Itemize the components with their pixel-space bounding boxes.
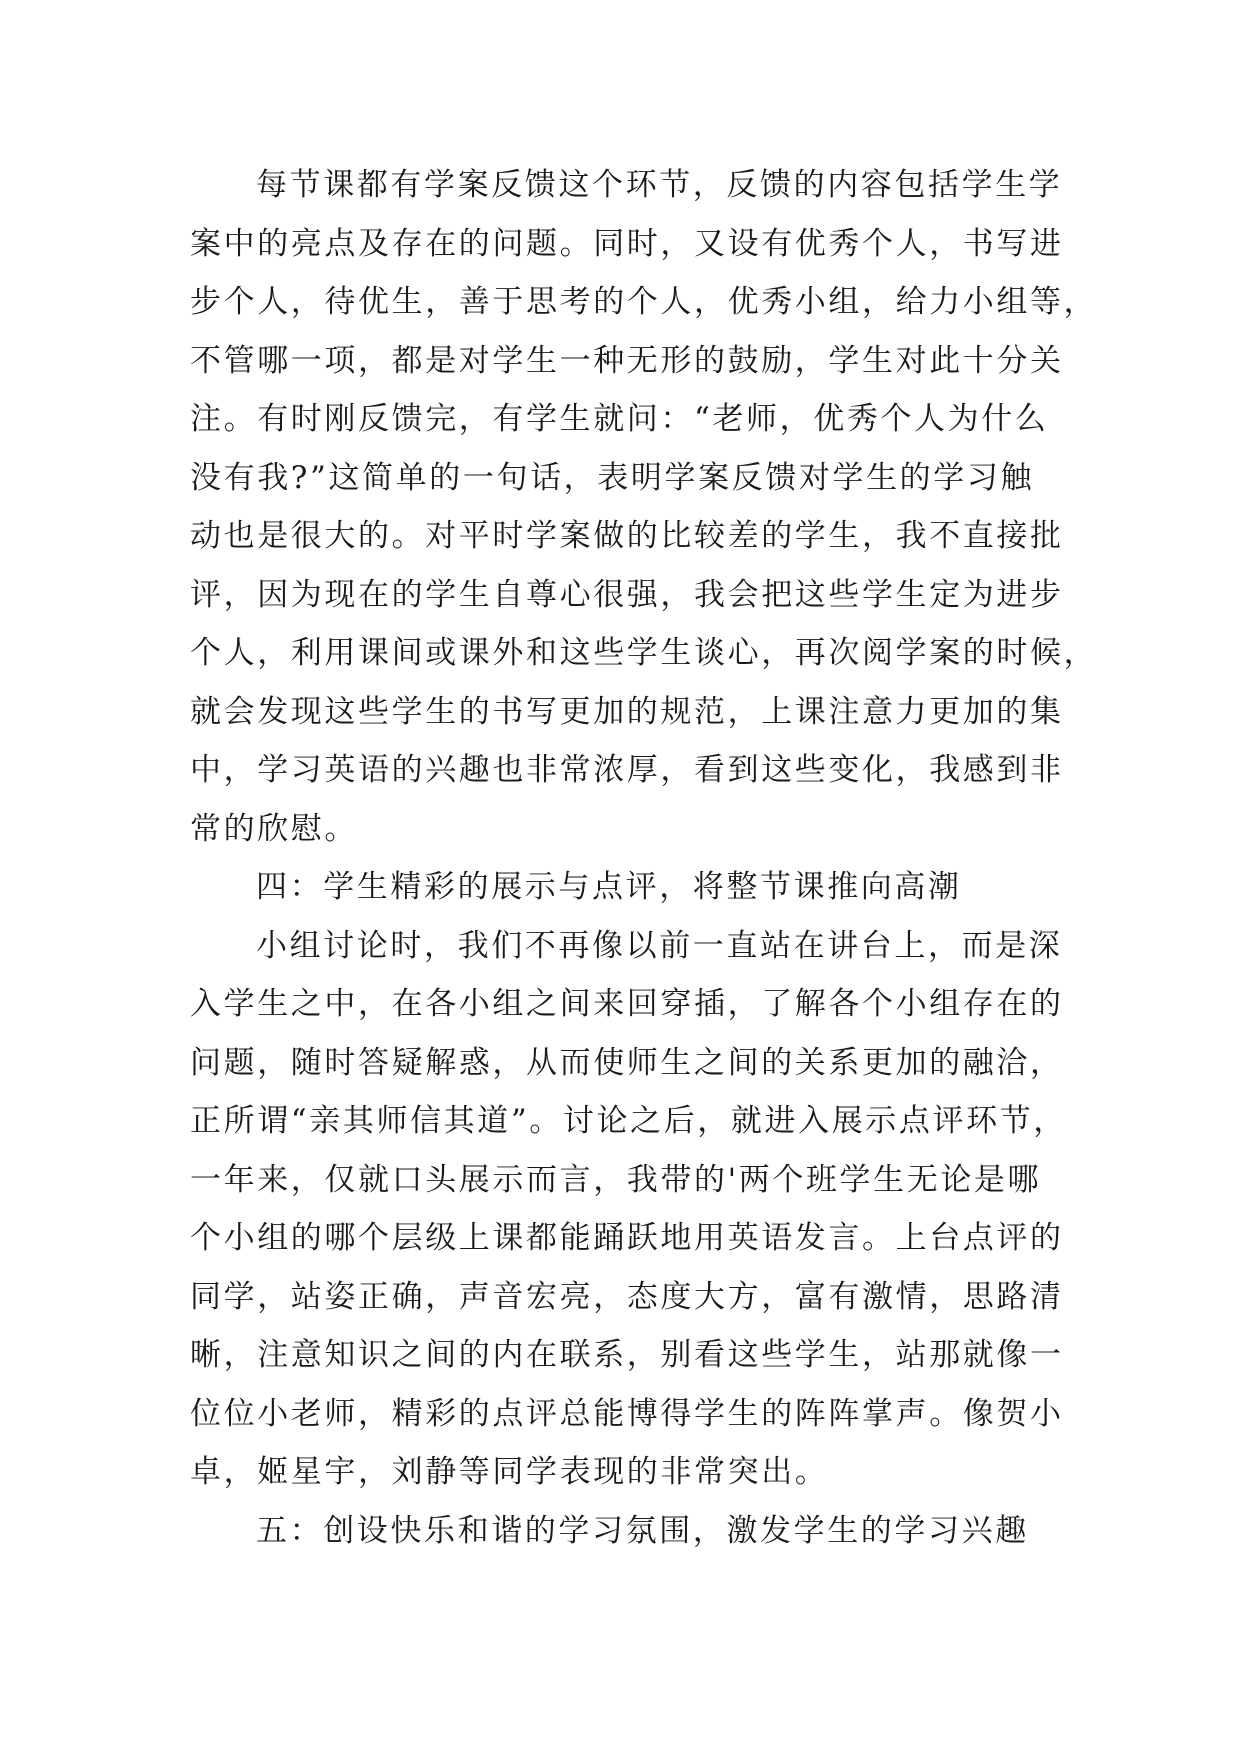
- text-line: 动也是很大的。对平时学案做的比较差的学生，我不直接批: [190, 518, 1064, 554]
- text-line: 问题，随时答疑解惑，从而使师生之间的关系更加的融洽，: [190, 1044, 1064, 1081]
- text-line: 卓，姬星宇，刘静等同学表现的非常突出。: [190, 1454, 829, 1490]
- text-line: 中，学习英语的兴趣也非常浓厚，看到这些变化，我感到非: [190, 752, 1064, 788]
- document-body: [190, 156, 1098, 1560]
- section-heading: 四：学生精彩的展示与点评，将整节课推向高潮: [256, 869, 962, 905]
- text-line: 常的欣慰。: [190, 810, 358, 847]
- text-line: 入学生之中，在各小组之间来回穿插，了解各个小组存在的: [190, 986, 1064, 1022]
- text-line: 就会发现这些学生的书写更加的规范，上课注意力更加的集: [190, 693, 1064, 730]
- text-line: 一年来，仅就口头展示而言，我带的'两个班学生无论是哪: [190, 1161, 1042, 1198]
- text-line: 案中的亮点及存在的问题。同时，又设有优秀个人，书写进: [190, 225, 1064, 262]
- text-line: 同学，站姿正确，声音宏亮，态度大方，富有激情，思路清: [190, 1278, 1064, 1315]
- text-line: 没有我?”这简单的一句话，表明学案反馈对学生的学习触: [190, 459, 1035, 496]
- text-line: 个人，利用课间或课外和这些学生谈心，再次阅学案的时候，: [190, 635, 1098, 671]
- section-heading: 五：创设快乐和谐的学习氛围，激发学生的学习兴趣: [256, 1512, 1029, 1549]
- text-line: 步个人，待优生，善于思考的个人，优秀小组，给力小组等，: [190, 284, 1098, 320]
- text-line: 每节课都有学案反馈这个环节，反馈的内容包括学生学: [256, 167, 1063, 203]
- text-line: 位位小老师，精彩的点评总能博得学生的阵阵掌声。像贺小: [190, 1395, 1064, 1432]
- text-line: 小组讨论时，我们不再像以前一直站在讲台上，而是深: [256, 927, 1063, 964]
- text-line: 注。有时刚反馈完，有学生就问：“老师，优秀个人为什么: [190, 401, 1049, 437]
- text-line: 个小组的哪个层级上课都能踊跃地用英语发言。上台点评的: [190, 1220, 1064, 1256]
- text-line: 不管哪一项，都是对学生一种无形的鼓励，学生对此十分关: [190, 342, 1064, 379]
- text-line: 晰，注意知识之间的内在联系，别看这些学生，站那就像一: [190, 1337, 1064, 1373]
- text-line: 评，因为现在的学生自尊心很强，我会把这些学生定为进步: [190, 576, 1064, 613]
- text-line: 正所谓“亲其师信其道”。讨论之后，就进入展示点评环节，: [190, 1103, 1067, 1139]
